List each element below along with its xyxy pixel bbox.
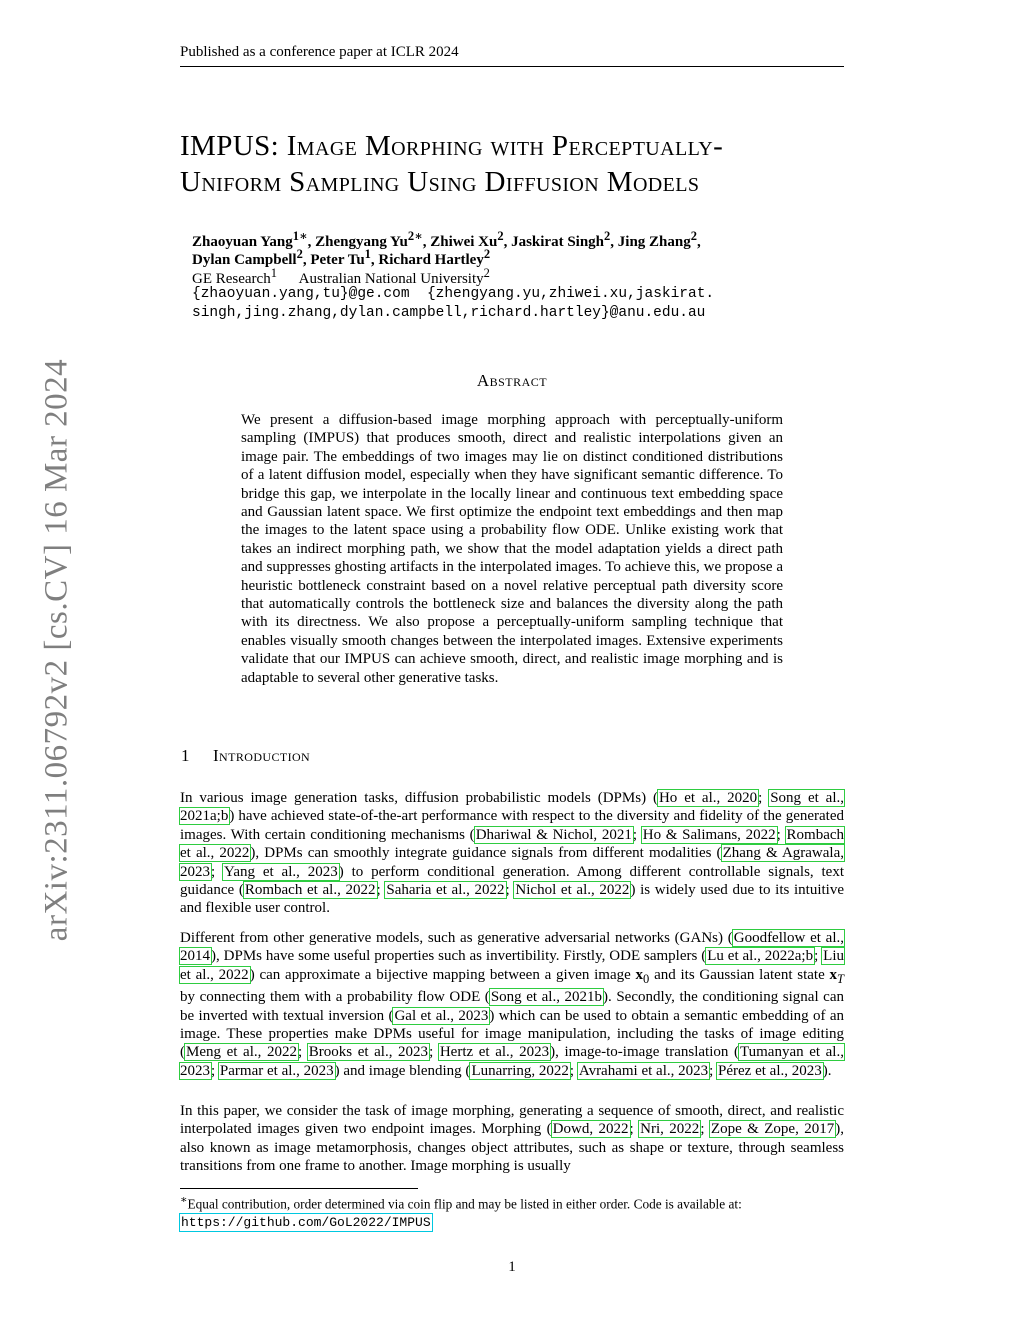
citation-link[interactable]: Ho & Salimans, 2022 xyxy=(642,826,776,843)
citation-link[interactable]: Hertz et al., 2023 xyxy=(439,1044,550,1061)
section-number: 1 xyxy=(181,746,190,765)
text-run: ; xyxy=(776,826,786,843)
section-heading-introduction xyxy=(181,746,310,766)
citation-link[interactable]: Song et al., 2021b xyxy=(490,989,603,1006)
text-run: ; xyxy=(629,1121,640,1138)
author-name: Peter Tu xyxy=(310,252,365,268)
citation-link[interactable]: Parmar et al., 2023 xyxy=(219,1062,334,1079)
footnote-text: Equal contribution, order determined via coin flip and may be listed in either order. Code is available at: xyxy=(187,1196,742,1212)
citation-link[interactable]: Saharia et al., 2022 xyxy=(386,882,505,899)
intro-paragraph-2 xyxy=(180,929,844,1080)
citation-link[interactable]: Yang et al., 2023 xyxy=(224,863,338,880)
citation-link[interactable]: Ho et al., 2020 xyxy=(658,790,758,806)
text-run: ) can approximate a bijective mapping between a given image xyxy=(249,966,636,983)
math-subscript: 0 xyxy=(643,971,650,986)
author-affiliation-mark: 1 xyxy=(364,247,371,261)
text-run: and its Gaussian latent state xyxy=(649,966,830,983)
math-symbol: x xyxy=(635,966,644,983)
author-emails xyxy=(192,286,714,302)
citation-link[interactable]: Pérez et al., 2023 xyxy=(718,1062,822,1079)
citation-link[interactable]: Avrahami et al., 2023 xyxy=(578,1062,709,1079)
text-run: by connecting them with a probability flow ODE ( xyxy=(180,989,490,1006)
section-title: Introduction xyxy=(213,746,311,765)
paper-title xyxy=(180,128,860,200)
math-subscript-var: T xyxy=(837,971,844,986)
footnote xyxy=(180,1192,844,1231)
citation-link[interactable]: Lu et al., 2022a;b xyxy=(707,948,814,965)
author-affiliation-mark: 2 xyxy=(497,229,504,243)
text-run: In various image generation tasks, diffusion probabilistic models (DPMs) ( xyxy=(180,790,658,806)
citation-link[interactable]: Rombach et al., 2022 xyxy=(180,826,845,862)
author-list: Zhaoyuan Yang$^{1∗}$, Zhengyang $Yu^{2∗}$, Zhiwei Xu$^2$, Jaskirat Singh$^2$, Jing Zhang$^2$, xyxy=(192,229,701,250)
text-run: ) to perform conditional generation. Among different controllable signals, text guidance ( xyxy=(180,863,845,899)
author-affiliation-mark: 2 xyxy=(483,247,491,261)
author-list-continued: Dylan Campbell$^2$, Peter Tu$^1$, Richard Hartley$^2$ xyxy=(192,247,491,268)
citation-link[interactable]: Nri, 2022 xyxy=(640,1121,700,1138)
abstract-heading: Abstract xyxy=(476,371,548,390)
citation-link[interactable]: Gal et al., 2023 xyxy=(394,1007,489,1024)
text-run: ) is widely used due to its intuitive and flexible user control. xyxy=(180,882,845,917)
text-run: ), DPMs have some useful properties such as invertibility. Firstly, ODE samplers ( xyxy=(211,948,707,965)
text-run: ) have achieved state-of-the-art performance with respect to the diversity and fidelity of the generated images. With certain conditioning mechanisms ( xyxy=(180,808,844,843)
author-affiliation-mark: 2 xyxy=(296,247,303,261)
citation-link[interactable]: Goodfellow et al., 2014 xyxy=(180,930,844,965)
citation-link[interactable]: Dhariwal & Nichol, 2021 xyxy=(475,826,632,843)
math-symbol: x xyxy=(829,966,838,983)
page-number: 1 xyxy=(508,1259,516,1275)
author-affiliation-mark: 2 xyxy=(604,229,611,243)
text-run: ; xyxy=(632,826,642,843)
author-affiliation-mark: 2∗ xyxy=(407,229,423,243)
text-run: ; xyxy=(211,863,224,880)
text-run: ; xyxy=(758,790,770,806)
author-name: Zhengyang Yu xyxy=(315,234,408,250)
email-ge: {zhaoyuan.yang,tu}@ge.com xyxy=(192,286,410,302)
text-run: Different from other generative models, such as generative adversarial networks (GANs) ( xyxy=(180,930,733,946)
text-run: ; xyxy=(211,1062,219,1079)
citation-link[interactable]: Rombach et al., 2022 xyxy=(244,882,376,899)
arxiv-identifier-stamp: arXiv:2311.06792v2 [cs.CV] 16 Mar 2024 xyxy=(38,358,75,942)
footnote-mark: ∗ xyxy=(180,1194,188,1206)
footnote-rule xyxy=(180,1188,418,1189)
code-url-link[interactable]: https://github.com/GoL2022/IMPUS xyxy=(181,1215,431,1231)
abstract-body: We present a diffusion-based image morphing approach with perceptually-uniform sampling (IMPUS) that produces smooth, direct and realistic interpolations given an image pair. The embeddings of two images may lie on distinct conditioned distributions of a latent diffusion model, especially when they have significant semantic difference. To bridge this gap, we interpolate in the locally linear and continuous text embedding space and Gaussian latent space. We first optimize the endpoint text embeddings and then map the images to the latent space using a probability flow ODE. Unlike existing work that takes an indirect morphing path, we show that the model adaptation yields a direct path and suppresses ghosting artifacts in the interpolated images. To achieve this, we propose a heuristic bottleneck constraint based on a novel relative perceptual path diversity score that automatically controls the bottleneck size and balances the diversity along the path with its directness. We also propose a perceptually-uniform sampling technique that enables visually smooth changes between the interpolated images. Extensive experiments validate that our IMPUS can achieve smooth, direct, and realistic image morphing and is adaptable to several other generative tasks. xyxy=(241,412,783,686)
text-run: ; xyxy=(429,1044,439,1061)
citation-link[interactable]: Tumanyan et al., 2023 xyxy=(180,1044,844,1079)
title-line-2: Uniform Sampling Using Diffusion Models xyxy=(180,166,700,198)
text-run: ; xyxy=(814,948,823,965)
running-header: Published as a conference paper at ICLR 2024 xyxy=(180,44,459,60)
author-emails-continued: singh,jing.zhang,dylan.campbell,richard.hartley}@anu.edu.au xyxy=(192,305,706,321)
affiliation-ge: GE Research xyxy=(192,271,271,287)
citation-link[interactable]: Song et al., 2021a;b xyxy=(180,790,845,825)
author-name: Zhiwei Xu xyxy=(430,234,498,250)
text-run: ; xyxy=(297,1044,308,1061)
text-run: ; xyxy=(569,1062,578,1079)
math-subscript xyxy=(837,972,844,986)
intro-paragraph-1 xyxy=(180,789,844,918)
text-run: ), image-to-image translation ( xyxy=(550,1044,739,1061)
text-run: ) which can be used to obtain a semantic embedding of an image. These properties make DPMs useful for image manipulation, including the tasks of image editing ( xyxy=(180,1007,845,1061)
text-run: ; xyxy=(709,1062,718,1079)
affiliation-mark: 1 xyxy=(270,266,277,280)
text-run: ; xyxy=(700,1121,710,1138)
citation-link[interactable]: Dowd, 2022 xyxy=(552,1121,629,1138)
email-anu-part1: {zhengyang.yu,zhiwei.xu,jaskirat. xyxy=(426,286,715,302)
citation-link[interactable]: Nichol et al., 2022 xyxy=(515,882,630,899)
author-name: Richard Hartley xyxy=(378,252,484,268)
affiliation-mark: 2 xyxy=(483,266,490,280)
text-run: ; xyxy=(505,882,515,899)
text-run: ). xyxy=(822,1062,832,1079)
citation-link[interactable]: Brooks et al., 2023 xyxy=(308,1044,429,1061)
author-affiliation-mark: 2 xyxy=(690,229,697,243)
text-run: ). Secondly, the conditioning signal can be inverted with textual inversion ( xyxy=(180,989,844,1024)
citation-link[interactable]: Lunarring, 2022 xyxy=(471,1062,569,1079)
author-affiliation-mark: 1∗ xyxy=(292,229,308,243)
text-run: In this paper, we consider the task of image morphing, generating a sequence of smooth, direct, and realistic interpolated images given two endpoint images. Morphing ( xyxy=(180,1103,844,1138)
text-run: ; xyxy=(376,882,386,899)
text-run: ), DPMs can smoothly integrate guidance signals from different modalities ( xyxy=(250,845,722,862)
citation-link[interactable]: Meng et al., 2022 xyxy=(186,1044,297,1061)
affiliations xyxy=(192,266,490,288)
author-name: Zhaoyuan Yang xyxy=(192,234,293,250)
affiliation-anu: Australian National University xyxy=(298,271,484,287)
text-run: ), also known as image metamorphosis, changes object attributes, such as shape or texture, through seamless transitions from one frame to another. Image morphing is usually xyxy=(180,1121,845,1175)
author-name: Dylan Campbell xyxy=(192,252,297,268)
citation-link[interactable]: Liu et al., 2022 xyxy=(180,948,845,983)
text-run: ) and image blending ( xyxy=(334,1062,471,1079)
author-name: Jaskirat Singh xyxy=(511,234,605,250)
title-line-1: IMPUS: Image Morphing with Perceptually- xyxy=(180,130,724,162)
citation-link[interactable]: Zhang & Agrawala, 2023 xyxy=(180,845,844,880)
citation-link[interactable]: Zope & Zope, 2017 xyxy=(710,1121,835,1138)
header-rule xyxy=(180,66,844,67)
intro-paragraph-3 xyxy=(180,1102,844,1176)
author-name: Jing Zhang xyxy=(617,234,691,250)
